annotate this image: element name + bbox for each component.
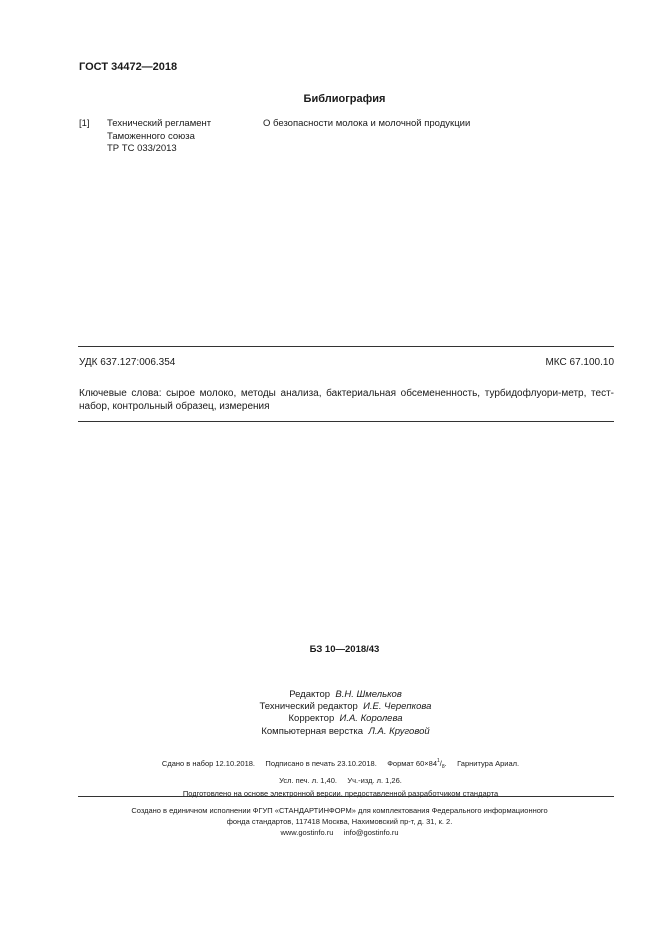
format-sub: 8 [441, 764, 445, 770]
udk-code: УДК 637.127:006.354 [79, 357, 176, 368]
footer-email-link[interactable]: info@gostinfo.ru [343, 828, 399, 837]
credits [0, 689, 661, 738]
print-sheets: Усл. печ. л. 1,40. [279, 776, 337, 785]
bibliography-source-line: Технический регламент [107, 118, 212, 129]
bibliography-entry-number: [1] [79, 118, 90, 129]
credit-row [0, 689, 661, 701]
keywords: Ключевые слова: сырое молоко, методы анализа, бактериальная обсемененность, турбидофлуори-метр, тест-набор, контрольный образец, измерения [79, 388, 614, 412]
edition-sheets: Уч.-изд. л. 1,26. [347, 776, 402, 785]
bibliography-source-line: ТР ТС 033/2013 [107, 143, 177, 154]
footer-contacts [18, 827, 661, 838]
divider [78, 421, 614, 422]
signed-date: Подписано в печать 23.10.2018. [265, 759, 377, 768]
submitted-date: Сдано в набор 12.10.2018. [161, 759, 255, 768]
format-sup: 1 [437, 758, 440, 764]
credit-row [0, 701, 661, 713]
credit-name: Л.А. Круговой [368, 725, 430, 737]
credit-role: Компьютерная верстка [261, 725, 364, 737]
mks-code: МКС 67.100.10 [545, 357, 614, 368]
divider [78, 796, 614, 797]
credit-row [0, 713, 661, 725]
credit-row [0, 726, 661, 738]
document-code: ГОСТ 34472—2018 [79, 61, 178, 73]
bibliography-title: Библиография [303, 93, 386, 105]
print-info-row [0, 755, 661, 774]
credit-role: Технический редактор [259, 701, 358, 713]
publisher-footer [0, 805, 661, 838]
print-info-row [0, 774, 661, 787]
footer-line: Создано в единичном исполнении ФГУП «СТАНДАРТИНФОРМ» для комплектования Федерального информационного [131, 806, 548, 815]
bibliography-source-line: Таможенного союза [107, 130, 195, 142]
typeface: Гарнитура Ариал. [457, 759, 520, 768]
bibliography-entry-source [107, 118, 211, 156]
credit-name: В.Н. Шмельков [335, 689, 402, 700]
print-info [0, 755, 661, 800]
divider [78, 346, 614, 347]
format-suffix: . [444, 759, 447, 768]
prepared-note: Подготовлено на основе электронной версии, предоставленной разработчиком стандарта [182, 789, 499, 798]
bibliography-entry-title: О безопасности молока и молочной продукции [263, 118, 471, 129]
credit-role: Редактор [289, 689, 331, 700]
credit-name: И.А. Королева [339, 713, 403, 725]
credit-name: И.Е. Черепкова [363, 701, 432, 713]
format: Формат $60\times 84^1/_8$. [387, 758, 447, 770]
credit-role: Корректор [288, 713, 335, 725]
format-prefix: Формат 60×84 [387, 759, 437, 768]
footer-site-link[interactable]: www.gostinfo.ru [280, 828, 334, 837]
bz-number: БЗ 10—2018/43 [309, 644, 380, 655]
footer-line: фонда стандартов, 117418 Москва, Нахимовский пр-т, д. 31, к. 2. [226, 817, 453, 826]
